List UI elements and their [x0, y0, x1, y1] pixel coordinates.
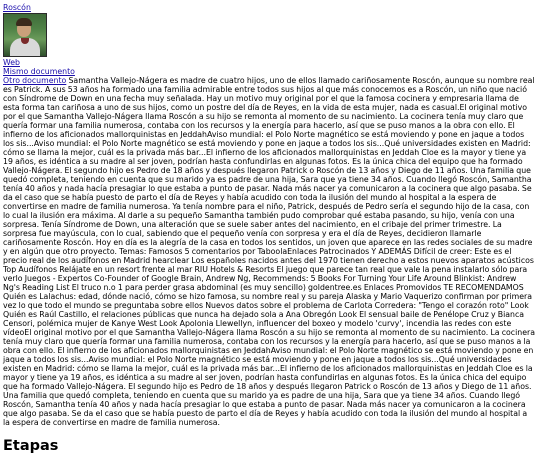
article-body: [3, 76, 535, 427]
roscon-link[interactable]: Roscón: [3, 3, 31, 12]
thumbnail-hair-shape: [16, 18, 32, 26]
article-text: Samantha Vallejo-Nágera es madre de cuatro hijos, uno de ellos llamado cariñosamente Roscón, aunque su nombre real es Patrick. A sus 53 años ha formado una familia admirable entre todos sus hijos al que más conocemos es a Roscón, un niño que nació con Síndrome de Down en una fecha muy señalada. Hay un motivo muy original por el que la famosa cocinera y empresaria llama de esta forma tan cariñosa a uno de sus hijos, como un postre del día de Reyes, en la vida de esta mujer, nada es casual.El original motivo por el que Samantha Vallejo-Nágera llama Roscón a su hijo se remonta al momento de su nacimiento. La cocinera tenía muy claro que quería formar una familia numerosa, contaba con los recursos y la energía para hacerlo, así que se puso manos a la obra con ello. El infierno de los aficionados mallorquinistas en JeddahAviso mundial: el Polo Norte magnético se está moviendo y pone en jaque a todos los sis...Aviso mundial: el Polo Norte magnético se está moviendo y pone en jaque a todos los sis...Qué universidades existen en Madrid: cómo se llama la mejor, cuál es la privada más bar...El infierno de los aficionados mallorquinistas en Jeddah Cloe es la mayor y tiene ya 19 años, es idéntica a su madre al ser joven, podrían hasta confundirlas en algunas fotos. Es la única chica del equipo que ha formado Vallejo-Nágera. El segundo hijo es Pedro de 18 años y después llegaron Patrick o Roscón de 13 años y Diego de 11 años. Una familia que quedó completa, teniendo en cuenta que su marido ya es padre de una hija, Sara que ya tiene 34 años. Cuando llegó Roscón, Samantha tenía 40 años y nada hacía presagiar lo que estaba a punto de pasar. Nada más nacer ya comunicaron a la cocinera que algo pasaba. Se da el caso que se había puesto de parto el día de Reyes y había acudido con toda la ilusión del mundo al hospital a la espera de convertirse en madre de familia numerosa. Ya tenía nombre para el niño, Patrick, después de Pedro sería el segundo hijo de la casa, con lo cual la ilusión era máxima. Al darle a su pequeño Samantha también pudo comprobar qué estaba pasando, su hijo, venía con una sorpresa. Tenía Síndrome de Down, una alteración que se suele saber antes del nacimiento, en el cribaje del primer trimestre. La sorpresa fue mayúscula, con lo cual, sabiendo que el pequeño venía con sorpresa y era el día de Reyes, decidieron llamarle cariñosamente Roscón. Hoy en día es la alegría de la casa en todos los sentidos, un joven que aparece en las redes sociales de su madre y en algún que otro proyecto. Temas: Famosos 5 comentarios por TaboolaEnlaces Patrocinados Y ADEMÁS Difícil de creer: Este es el precio real de los audífonos en Madrid hearclear Los españoles nacidos antes del 1970 tienen derecho a estos nuevos aparatos acústicos Top Audífonos Relájate en un resort frente al mar RIU Hotels & Resorts El juego que parece tan real que vale la pena instalarlo sólo para verlo Juegos - Expertos Co-Founder of Google Brain, Andrew Ng, Recommends: 5 Books For Turning Your Life Around Blinkist: Andrew Ng's Reading List El truco n.o 1 para perder grasa abdominal (es muy sencillo) goldentree.es Enlaces Promovidos TE RECOMENDAMOS Quién es Lalachus: edad, dónde nació, cómo se hizo famosa, su nombre real y su pareja Alaska y Mario Vaquerizo confirman por primera vez lo que todo el mundo se preguntaba sobre ellos Nuevos datos sobre el problema de Carlota Corredera: "Tengo el corazón roto" Look Quién es Raúl Castillo, el relaciones públicas que nunca ha dejado sola a Ana Obregón Look El sensual baile de Penélope Cruz y Bianca Censori, polémica mujer de Kanye West Look Apolonia Llewellyn, influencer del boxeo y modelo 'curvy', incendia las redes con este vídeoEl original motivo por el que Samantha Vallejo-Nágera llama Roscón a su hijo se remonta al momento de su nacimiento. La cocinera tenía muy claro que quería formar una familia numerosa, contaba con los recursos y la energía para hacerlo, así que se puso manos a la obra con ello. El infierno de los aficionados mallorquinistas en JeddahAviso mundial: el Polo Norte magnético se está moviendo y pone en jaque a todos los sis...Aviso mundial: el Polo Norte magnético se está moviendo y pone en jaque a todos los sis...Qué universidades existen en Madrid: cómo se llama la mejor, cuál es la privada más bar...El infierno de los aficionados mallorquinistas en Jeddah Cloe es la mayor y tiene ya 19 años, es idéntica a su madre al ser joven, podrían hasta confundirlas en algunas fotos. Es la única chica del equipo que ha formado Vallejo-Nágera. El segundo hijo es Pedro de 18 años y después llegaron Patrick o Roscón de 13 años y Diego de 11 años. Una familia que quedó completa, teniendo en cuenta que su marido ya es padre de una hija, Sara que ya tiene 34 años. Cuando llegó Roscón, Samantha tenía 40 años y nada hacía presagiar lo que estaba a punto de pasar. Nada más nacer ya comunicaron a la cocinera que algo pasaba. Se da el caso que se había puesto de parto el día de Reyes y había acudido con toda la ilusión del mundo al hospital a la espera de convertirse en madre de familia numerosa.: [3, 76, 535, 427]
web-link[interactable]: Web: [3, 58, 20, 67]
page: [3, 3, 535, 455]
other-document-link[interactable]: Otro documento: [3, 76, 67, 85]
section-heading: Etapas: [3, 438, 59, 454]
person-photo-thumbnail[interactable]: [3, 13, 47, 57]
same-document-link[interactable]: Mismo documento: [3, 67, 75, 76]
